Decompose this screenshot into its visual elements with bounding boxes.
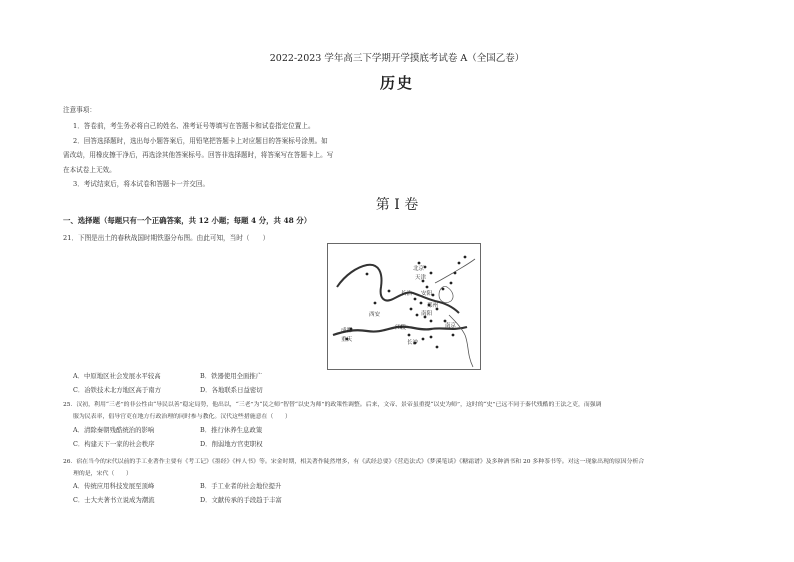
note-item-2-line2: 需改动，用橡皮擦干净后，再选涂其他答案标号。回答非选择题时，将答案写在答题卡上。写	[63, 151, 334, 159]
note-item-3: 3．考试结束后，将本试卷和答题卡一并交回。	[73, 180, 210, 188]
volume-title: 第 I 卷	[375, 197, 419, 213]
q26-option-b: B．手工业者的社会地位提升	[200, 482, 282, 490]
map-label-changsha: 长沙	[407, 340, 419, 346]
q21-option-c: C．冶铁技术北方地区高于南方	[73, 386, 161, 394]
iron-tools-distribution-map	[327, 243, 481, 370]
map-label-chengdu: 成都	[341, 328, 353, 334]
map-frame	[328, 244, 481, 370]
q26-option-c: C．士大夫著书立说成为潮流	[73, 496, 155, 504]
q25-option-c: C．构建天下一家的社会秩序	[73, 440, 155, 448]
map-label-nanjing: 南京	[445, 323, 457, 329]
note-item-2-line1: 2．回答选择题时，选出每小题答案后，用铅笔把答题卡上对应题目的答案标号涂黑。如	[73, 137, 328, 145]
map-label-tianjin: 天津	[415, 275, 427, 281]
map-label-anyang: 安阳	[421, 291, 433, 297]
q21-option-b: B．铁器使用全面推广	[200, 372, 263, 380]
question-25-stem-line2: 服为民表率，倡导官吏在地方行政治理的同时参与教化。汉代这些措施意在（ ）	[73, 414, 291, 420]
q21-option-d: D．各地联系日益密切	[200, 386, 263, 394]
q25-option-d: D．削弱地方官吏职权	[200, 440, 263, 448]
map-label-nanyang: 南阳	[421, 311, 433, 317]
map-label-beijing: 北京	[413, 266, 425, 272]
question-26-stem-line2: 理的是，宋代（ ）	[73, 471, 132, 477]
question-21-stem: 21．下图是出土的春秋战国时期铁器分布图。由此可知，当时（ ）	[63, 234, 270, 242]
notes-title: 注意事项：	[63, 106, 96, 114]
map-label-xian: 西安	[369, 312, 381, 318]
q25-option-a: A．清除秦朝残酷统治的影响	[73, 426, 155, 434]
question-25-stem-line1: 25．汉初，利用“三老”的非公性由“导民以善”稳定局势，他出以，“三老”为“民之师”智替“以史为师”的政策性调整。后来，文帝、景帝虽重提“以史为师”，这时的“史”已远不同于秦代残酷的王法之吏，而强调	[63, 402, 602, 408]
q21-option-a: A．中原地区社会发展水平较高	[73, 372, 161, 380]
map-label-chongqing: 重庆	[341, 337, 353, 343]
exam-title: 2022-2023 学年高三下学期开学摸底考试卷 A（全国乙卷）	[269, 53, 525, 64]
note-item-2-line3: 在本试卷上无效。	[63, 166, 116, 174]
note-item-1: 1．答卷前，考生务必将自己的姓名、准考证号等填写在答题卡和试卷指定位置上。	[73, 122, 315, 130]
q26-option-d: D．文献传承的手段趋于丰富	[200, 496, 282, 504]
map-label-jiangling: 江陵	[395, 325, 407, 331]
map-label-zhengzhou: 郑州	[427, 303, 439, 309]
q25-option-b: B．推行休养生息政策	[200, 426, 263, 434]
map-label-changzhi: 长治	[401, 291, 413, 297]
q26-option-a: A．传统应用科技发展至顶峰	[73, 482, 155, 490]
section-title: 一、选择题（每题只有一个正确答案，共 12 小题；每题 4 分，共 48 分）	[63, 216, 312, 225]
question-26-stem-line1: 26．宿在当今的宋代以前的手工业著作主要有《考工记》《墨经》《梓人书》等。宋金时期，相关著作陡然增多，有《武经总要》《营造法式》《梦溪笔谈》《糖霜谱》及多种酒书和 20 多种茶书等。对这一现象出现的原因分析合	[63, 459, 645, 465]
subject-title: 历史	[379, 74, 414, 92]
